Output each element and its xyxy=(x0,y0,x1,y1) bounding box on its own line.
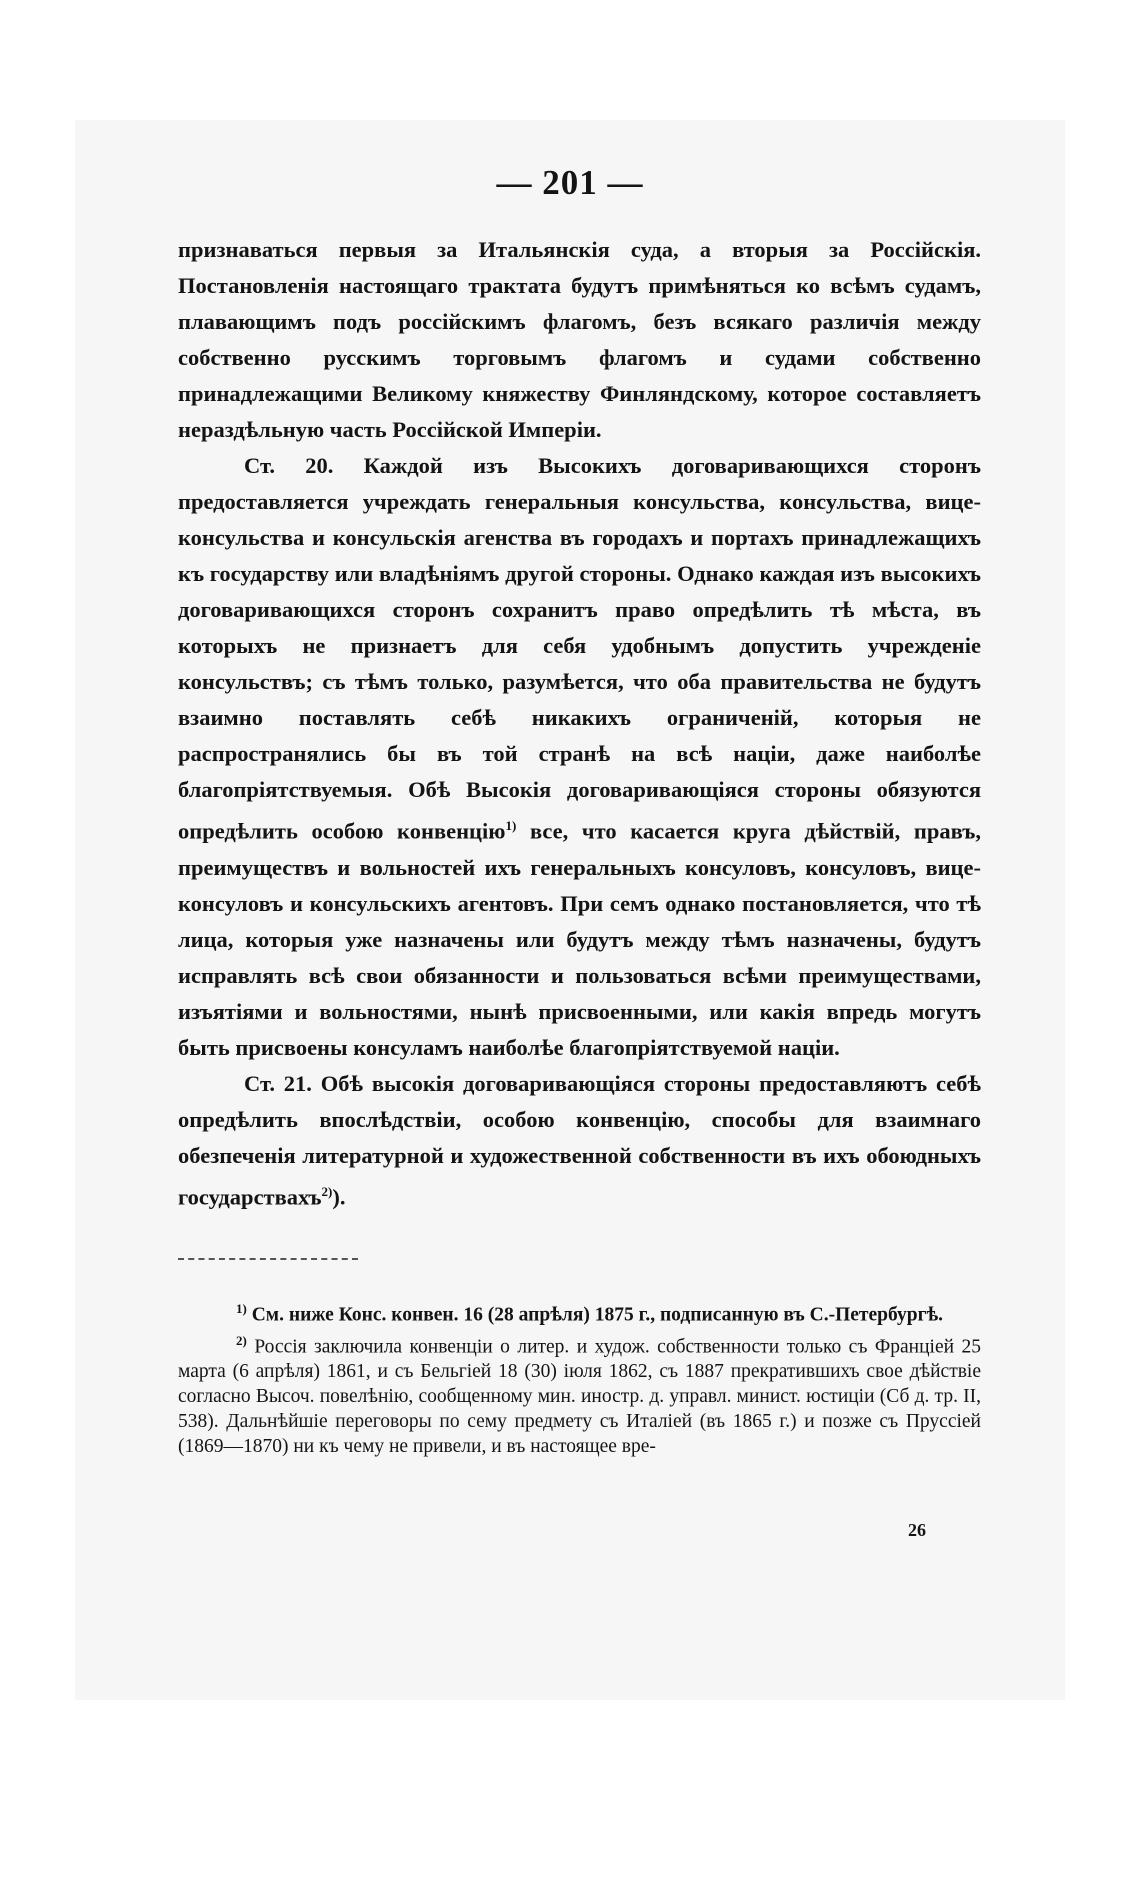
footnote-1-mark: 1) xyxy=(236,1301,247,1316)
article-21-text: Ст. 21. Обѣ высокія договаривающіяся стороны предоставляютъ себѣ опредѣлить впослѣдствіи, особою конвенцію, способы для взаимнаго обезпеченія литературной и художественной собственности въ ихъ обоюдныхъ государствахъ xyxy=(178,1070,981,1209)
page-number-header: — 201 — xyxy=(496,163,644,202)
footnote-2 xyxy=(178,1328,981,1460)
footnote-separator xyxy=(178,1258,358,1260)
article-20-text-cont: все, что касается круга дѣйствій, правъ, преимуществъ и вольностей ихъ генеральныхъ консуловъ, консуловъ, вице-консуловъ и консульскихъ агентовъ. При семъ однако постановляется, что тѣ лица, которыя уже назначены или будутъ между тѣмъ назначены, будутъ исправлять всѣ свои обязанности и пользоваться всѣми преимуществами, изъятіями и вольностями, нынѣ присвоенными, или какія впредь могутъ быть присвоены консуламъ наиболѣе благопріятствуемой націи. xyxy=(178,818,981,1060)
footnotes xyxy=(178,1296,981,1459)
article-20-text: Ст. 20. Каждой изъ Высокихъ договаривающихся сторонъ предоставляется учреждать генеральныя консульства, консульства, вице-консульства и консульскія агенства въ городахъ и портахъ принадлежащихъ къ государству или владѣніямъ другой стороны. Однако каждая изъ высокихъ договаривающихся сторонъ сохранитъ право опредѣлить тѣ мѣста, въ которыхъ не признаетъ для себя удобнымъ допустить учрежденіе консульствъ; съ тѣмъ только, разумѣется, что оба правительства не будутъ взаимно поставлять себѣ никакихъ ограниченій, которыя не распространялись бы въ той странѣ на всѣ націи, даже наиболѣе благопріятствуемыя. Обѣ Высокія договаривающіяся стороны обязуются опредѣлить особою конвенцію xyxy=(178,453,981,844)
article-21-closing: ). xyxy=(332,1184,346,1209)
signature-mark: 26 xyxy=(908,1520,926,1540)
footnote-2-text: Россія заключила конвенціи о литер. и худож. собственности только съ Франціей 25 марта (6 апрѣля) 1861, и съ Бельгіей 18 (30) іюля 1862, съ 1887 прекратившихъ свое дѣйствіе согласно Высоч. повелѣнію, сообщенному мин. иностр. д. управл. минист. юстиціи (Сб д. тр. II, 538). Дальнѣйшіе переговоры по сему предмету съ Италіей (въ 1865 г.) и позже съ Пруссіей (1869—1870) ни къ чему не привели, и въ настоящее вре- xyxy=(178,1336,982,1457)
paragraph-article-21 xyxy=(178,1066,981,1216)
footnote-ref-1: 1) xyxy=(505,818,517,833)
footnote-2-mark: 2) xyxy=(236,1332,247,1348)
main-text xyxy=(178,232,981,1215)
footnote-1-text: См. ниже Конс. конвен. 16 (28 апрѣля) 1875 г., подписанную въ С.-Петербургѣ. xyxy=(251,1304,944,1326)
footnote-ref-2: 2) xyxy=(321,1183,333,1199)
paragraph-article-20 xyxy=(178,448,981,1066)
paragraph-1: признаваться первыя за Итальянскія суда, а вторыя за Россійскія. Постановленія настоящаго трактата будутъ примѣняться ко всѣмъ судамъ, плавающимъ подъ россійскимъ флагомъ, безъ всякаго различія между собственно русскимъ торговымъ флагомъ и судами собственно принадлежащими Великому княжеству Финляндскому, которое составляетъ нераздѣльную часть Россійской Имперіи. xyxy=(178,237,981,442)
footnote-1 xyxy=(178,1296,981,1328)
